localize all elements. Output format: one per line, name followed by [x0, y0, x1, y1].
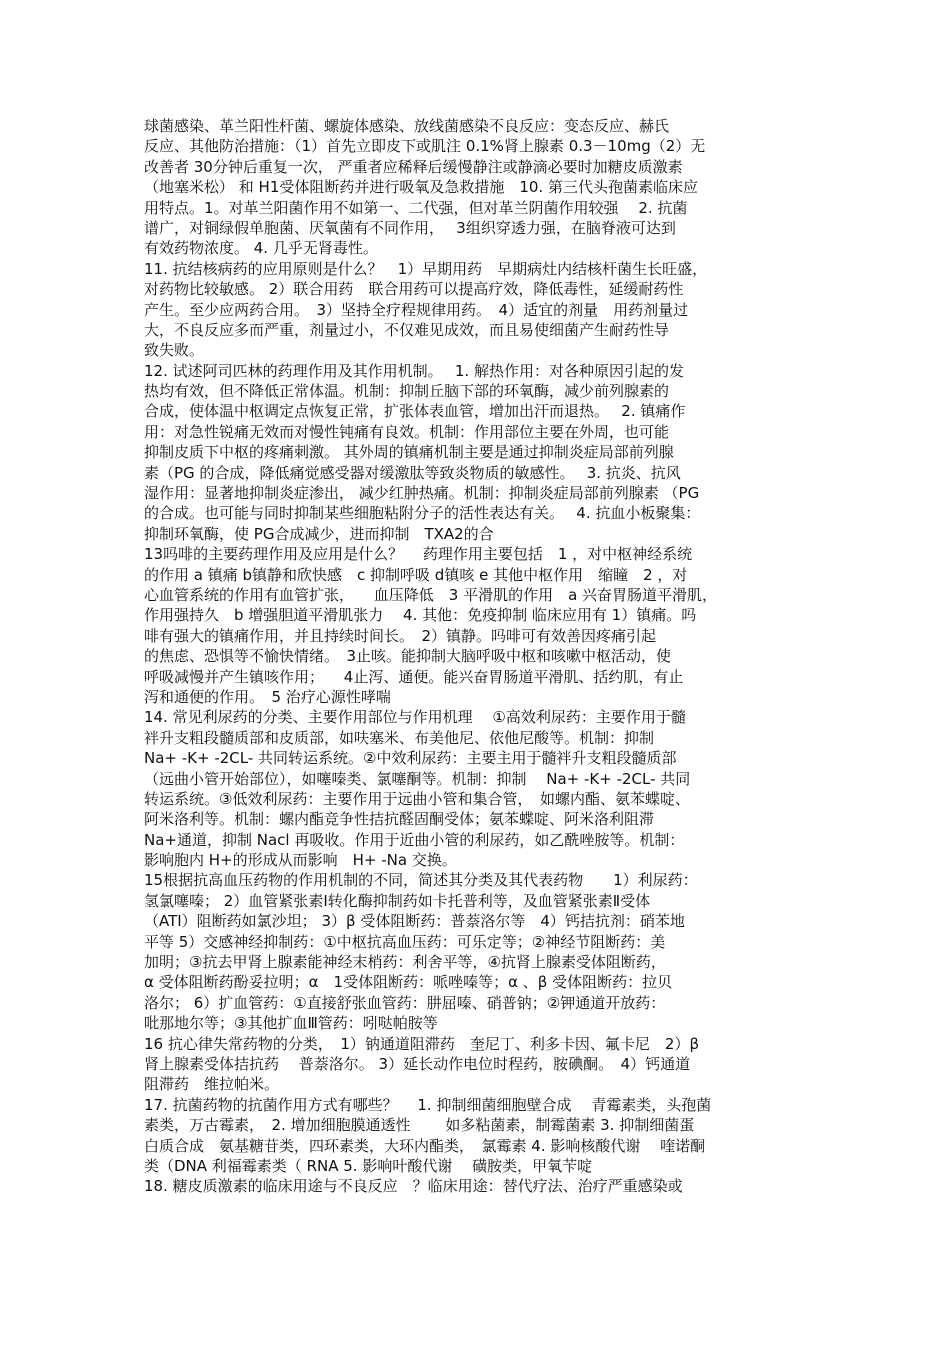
text-line: 热均有效，但不降低正常体温。机制：抑制丘脑下部的环氧酶，减少前列腺素的 — [144, 382, 670, 401]
text-line: 啡有强大的镇痛作用，并且持续时间长。 2）镇静。吗啡可有效善因疼痛引起 — [144, 626, 657, 645]
text-line: 11. 抗结核病药的应用原则是什么？ 1）早期用药 早期病灶内结核杆菌生长旺盛， — [144, 259, 708, 278]
text-line: 湿作用：显著地抑制炎症渗出， 减少红肿热痛。机制：抑制炎症局部前列腺素 （PG — [144, 484, 700, 503]
text-line: 泻和通便的作用。 5 治疗心源性哮喘 — [144, 687, 391, 706]
text-line: 有效药物浓度。 4. 几乎无肾毒性。 — [144, 239, 378, 258]
text-line: 吡那地尔等；③其他扩血Ⅲ管药：吲哒帕胺等 — [144, 1014, 438, 1033]
text-line: 18. 糖皮质激素的临床用途与不良反应 ？临床用途：替代疗法、治疗严重感染或 — [144, 1177, 683, 1196]
text-line: 类（DNA 利福霉素类（ RNA 5. 影响叶酸代谢 磺胺类，甲氧苄啶 — [144, 1156, 593, 1175]
text-line: 合成，使体温中枢调定点恢复正常，扩张体表血管，增加出汗而退热。 2. 镇痛作 — [144, 402, 686, 421]
text-line: 改善者 30分钟后重复一次， 严重者应稀释后缓慢静注或静滴必要时加糖皮质激素 — [144, 157, 683, 176]
body-text — [144, 116, 814, 1197]
text-line: 谱广，对铜绿假单胞菌、厌氧菌有不同作用， 3组织穿透力强，在脑脊液可达到 — [144, 218, 676, 237]
text-line: 影响胞内 H+的形成从而影响 H+ -Na 交换。 — [144, 851, 457, 870]
text-line: 17. 抗菌药物的抗菌作用方式有哪些？ 1. 抑制细菌细胞壁合成 青霉素类，头孢菌 — [144, 1095, 712, 1114]
text-line: 16 抗心律失常药物的分类， 1）钠通道阻滞药 奎尼丁、利多卡因、氟卡尼 2）β — [144, 1034, 700, 1053]
text-line: 大，不良反应多而严重，剂量过小，不仅难见成效，而且易使细菌产生耐药性导 — [144, 320, 670, 339]
text-line: 白质合成 氨基糖苷类，四环素类，大环内酯类， 氯霉素 4. 影响核酸代谢 喹诺酮 — [144, 1136, 706, 1155]
text-line: 的合成。也可能与同时抑制某些细胞粘附分子的活性表达有关。 4. 抗血小板聚集： — [144, 504, 701, 523]
text-line: Na+ -K+ -2CL- 共同转运系统。②中效利尿药：主要主用于髓袢升支粗段髓质部 — [144, 749, 677, 768]
text-line: 袢升支粗段髓质部和皮质部，如呋塞米、布美他尼、依他尼酸等。机制：抑制 — [144, 728, 655, 747]
text-line: 产生。至少应两药合用。 3）坚持全疗程规律用药。 4）适宜的剂量 用药剂量过 — [144, 300, 689, 319]
text-line: 球菌感染、革兰阳性杆菌、螺旋体感染、放线菌感染不良反应：变态反应、赫氏 — [144, 117, 670, 135]
text-line: （地塞米松） 和 H1受体阻断药并进行吸氧及急救措施 10. 第三代头孢菌素临床应 — [144, 178, 698, 197]
text-line: 氢氯噻嗪； 2）血管紧张素Ⅰ转化酶抑制药如卡托普利等，及血管紧张素Ⅱ受体 — [144, 891, 651, 910]
text-line: 洛尔； 6）扩血管药：①直接舒张血管药：肼屈嗪、硝普钠；②钾通道开放药： — [144, 993, 666, 1012]
text-line: 14. 常见利尿药的分类、主要作用部位与作用机理 ①高效利尿药：主要作用于髓 — [144, 708, 686, 727]
text-line: 呼吸减慢并产生镇咳作用； 4止泻、通便。能兴奋胃肠道平滑肌、括约肌，有止 — [144, 667, 684, 686]
text-line: 平等 5）交感神经抑制药：①中枢抗高血压药：可乐定等；②神经节阻断药：美 — [144, 932, 666, 951]
text-line: 作用强持久 b 增强胆道平滑肌张力 4. 其他：免疫抑制 临床应用有 1）镇痛。吗 — [144, 606, 697, 625]
text-line: 心血管系统的作用有血管扩张， 血压降低 3 平滑肌的作用 a 兴奋胃肠道平滑肌， — [144, 585, 718, 604]
text-line: 用：对急性锐痛无效而对慢性钝痛有良效。机制：作用部位主要在外周，也可能 — [144, 422, 670, 441]
text-line: 肾上腺素受体拮抗药 普萘洛尔。 3）延长动作电位时程药，胺碘酮。 4）钙通道 — [144, 1054, 691, 1073]
text-line: 阻滞药 维拉帕米。 — [144, 1075, 280, 1094]
text-line: Na+通道，抑制 Nacl 再吸收。作用于近曲小管的利尿药，如乙酰唑胺等。机制： — [144, 830, 685, 849]
text-line: 用特点。1。对革兰阳菌作用不如第一、二代强，但对革兰阴菌作用较强 2. 抗菌 — [144, 198, 688, 217]
text-line: 加明；③抗去甲肾上腺素能神经末梢药：利舍平等，④抗肾上腺素受体阻断药， — [144, 953, 666, 972]
text-line: （远曲小管开始部位），如噻嗪类、氯噻酮等。机制：抑制 Na+ -K+ -2CL- 共同 — [144, 769, 691, 788]
text-line: 对药物比较敏感。 2）联合用药 联合用药可以提高疗效，降低毒性，延缓耐药性 — [144, 280, 684, 299]
text-line: 13吗啡的主要药理作用及应用是什么？ 药理作用主要包括 1 ，对中枢神经系统 — [144, 545, 693, 564]
text-line: 致失败。 — [144, 341, 205, 360]
text-line: 抑制皮质下中枢的疼痛刺激。 其外周的镇痛机制主要是通过抑制炎症局部前列腺 — [144, 443, 674, 462]
text-line: 15根据抗高血压药物的作用机制的不同，简述其分类及其代表药物 1）利尿药： — [144, 871, 698, 890]
text-line: 素类，万古霉素， 2. 增加细胞膜通透性 如多粘菌素，制霉菌素 3. 抑制细菌蛋 — [144, 1116, 695, 1135]
text-line: 12. 试述阿司匹林的药理作用及其作用机制。 1. 解热作用：对各种原因引起的发 — [144, 361, 684, 380]
text-line: 阿米洛利等。机制：螺内酯竞争性拮抗醛固酮受体；氨苯蝶啶、阿米洛利阻滞 — [144, 810, 655, 829]
text-line: 抑制环氧酶，使 PG合成减少，进而抑制 TXA2的合 — [144, 524, 494, 543]
text-line: 反应、其他防治措施：（1）首先立即皮下或肌注 0.1%肾上腺素 0.3－10mg（2）无 — [144, 137, 706, 156]
text-line: （ATI）阻断药如氯沙坦； 3）β 受体阻断药：普萘洛尔等 4）钙拮抗剂：硝苯地 — [144, 912, 685, 931]
text-line: 的焦虑、恐惧等不愉快情绪。 3止咳。能抑制大脑呼吸中枢和咳嗽中枢活动，使 — [144, 647, 672, 666]
text-line: 转运系统。③低效利尿药：主要作用于远曲小管和集合管， 如螺内酯、氨苯蝶啶、 — [144, 789, 690, 808]
text-line: 素（PG 的合成，降低痛觉感受器对缓激肽等致炎物质的敏感性。 3. 抗炎、抗风 — [144, 463, 681, 482]
text-line: 的作用 a 镇痛 b镇静和欣快感 c 抑制呼吸 d镇咳 e 其他中枢作用 缩瞳 2 ，对 — [144, 565, 688, 584]
text-line: α 受体阻断药酚妥拉明；α 1受体阻断药：哌唑嗪等；α 、β 受体阻断药：拉贝 — [144, 973, 673, 992]
